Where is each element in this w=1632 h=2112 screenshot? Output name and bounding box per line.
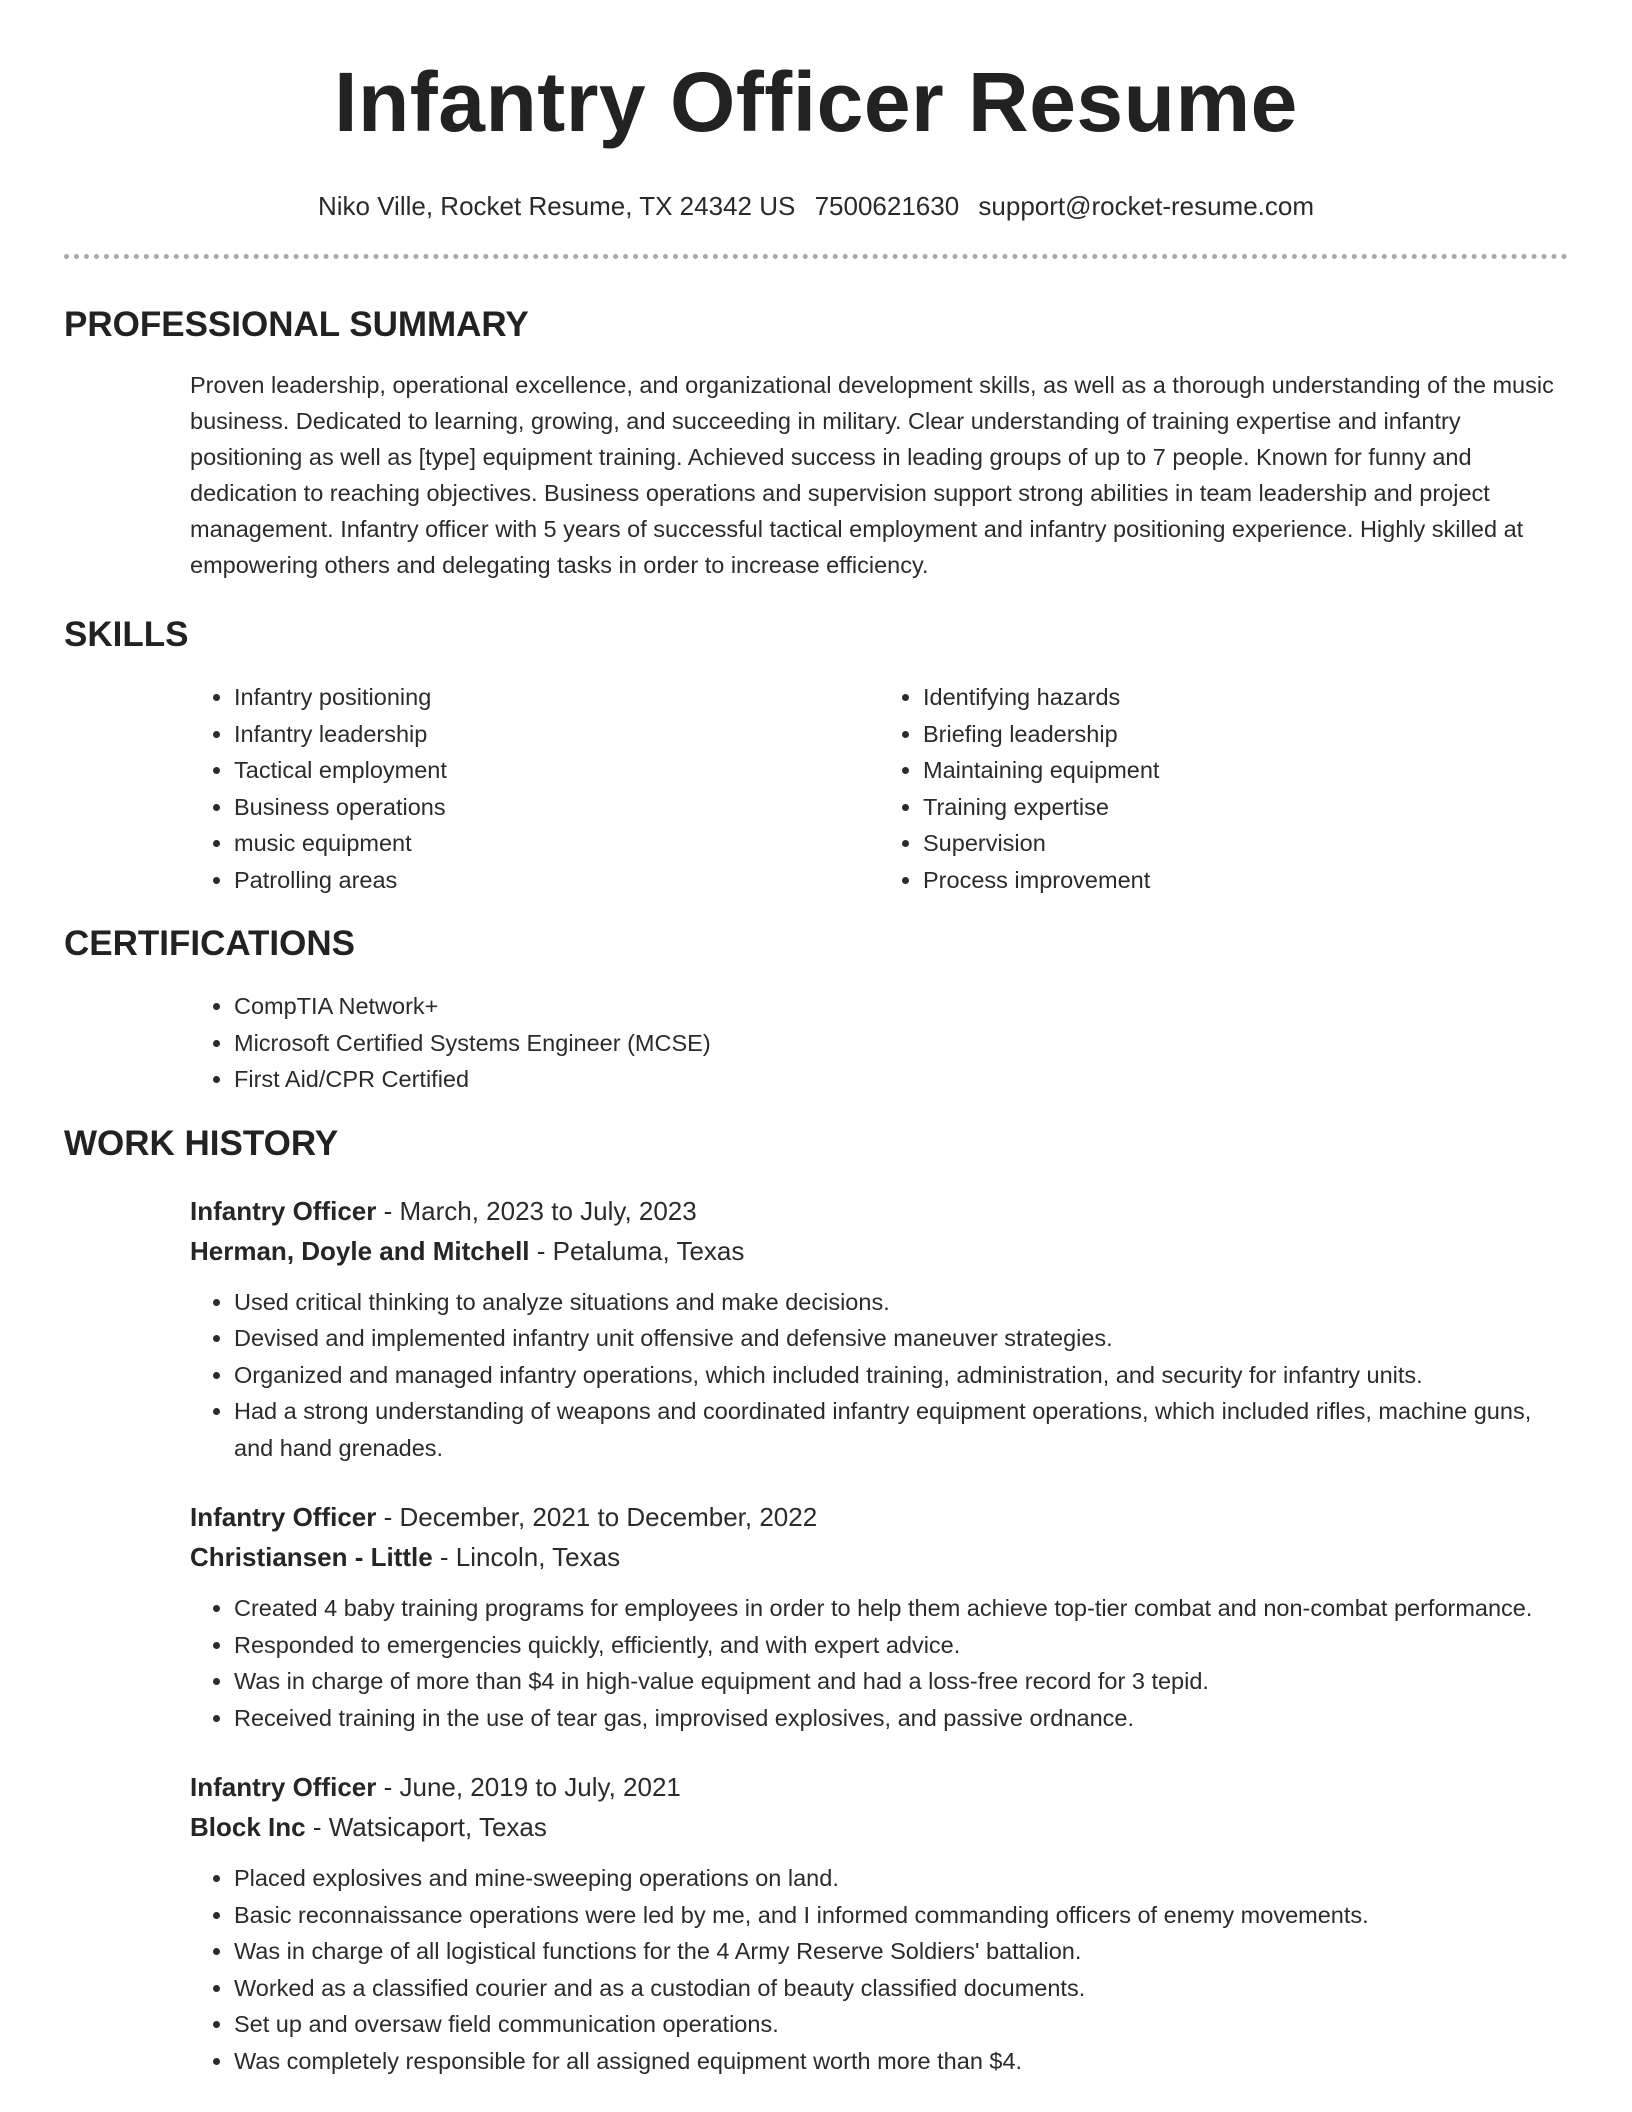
job-bullets [190, 1590, 1568, 1736]
skill-item: • Identifying hazards [923, 679, 1568, 716]
job-company-line [190, 1538, 1568, 1576]
job-bullet: • Had a strong understanding of weapons and coordinated infantry equipment operations, which included rifles, machine guns, and hand grenades. [234, 1393, 1548, 1466]
job-title-line [190, 1768, 1568, 1806]
job-bullet: • Created 4 baby training programs for employees in order to help them achieve top-tier combat and non-combat performance. [234, 1590, 1548, 1627]
skill-item: • Briefing leadership [923, 716, 1568, 753]
certification-item: • CompTIA Network+ [234, 988, 1568, 1025]
certifications-block [190, 988, 1568, 1098]
job-bullet: • Basic reconnaissance operations were led by me, and I informed commanding officers of enemy movements. [234, 1897, 1548, 1934]
job-location: - Petaluma, Texas [529, 1235, 745, 1266]
job-company-line [190, 1232, 1568, 1270]
job-bullet: • Was completely responsible for all assigned equipment worth more than $4. [234, 2043, 1548, 2080]
skill-item: • Infantry leadership [234, 716, 879, 753]
skills-columns [190, 679, 1568, 898]
skills-list-left [190, 679, 879, 898]
summary-text: Proven leadership, operational excellence, and organizational development skills, as well as a thorough understanding of the music business. Dedicated to learning, growing, and succeeding in military. Clear understanding of training expertise and infantry positioning as well as [type] equipment training. Achieved success in leading groups of up to 7 people. Known for funny and dedication to reaching objectives. Business operations and supervision support strong abilities in team leadership and project management. Infantry officer with 5 years of successful tactical employment and infantry positioning experience. Highly skilled at empowering others and delegating tasks in order to increase efficiency. [190, 372, 1554, 578]
job-title-line [190, 1498, 1568, 1536]
skill-item: • Business operations [234, 789, 879, 826]
job-bullet: • Responded to emergencies quickly, efficiently, and with expert advice. [234, 1627, 1548, 1664]
job-title: Infantry Officer [190, 1772, 377, 1802]
contact-line [64, 190, 1568, 222]
job-bullet: • Was in charge of all logistical functions for the 4 Army Reserve Soldiers' battalion. [234, 1933, 1548, 1970]
skill-item: • Training expertise [923, 789, 1568, 826]
job-dates: - December, 2021 to December, 2022 [376, 1502, 818, 1532]
work-history-heading: WORK HISTORY [64, 1123, 339, 1163]
skill-item: • Patrolling areas [234, 862, 879, 899]
job-entry [190, 1498, 1568, 1736]
job-company: Block Inc [190, 1812, 306, 1842]
job-bullet: • Received training in the use of tear gas, improvised explosives, and passive ordnance. [234, 1700, 1548, 1737]
certifications-heading: CERTIFICATIONS [64, 924, 356, 963]
skill-item: • Process improvement [923, 862, 1568, 899]
job-location: - Lincoln, Texas [432, 1542, 621, 1572]
certification-item: • First Aid/CPR Certified [234, 1061, 1568, 1098]
job-title-line [190, 1192, 1568, 1230]
header-divider [64, 254, 1568, 259]
job-bullet-list [190, 1860, 1568, 2079]
skill-item: • Tactical employment [234, 752, 879, 789]
job-entry [190, 1192, 1568, 1467]
skill-item: • music equipment [234, 825, 879, 862]
job-bullet: • Used critical thinking to analyze situations and make decisions. [234, 1284, 1548, 1321]
certifications-list [190, 988, 1568, 1098]
skill-item: • Infantry positioning [234, 679, 879, 716]
job-bullet: • Worked as a classified courier and as a custodian of beauty classified documents. [234, 1970, 1548, 2007]
resume-title: Infantry Officer Resume [334, 55, 1298, 149]
job-bullet-list [190, 1590, 1568, 1736]
contact-address: Niko Ville, Rocket Resume, TX 24342 US [317, 191, 796, 221]
job-company: Christiansen - Little [190, 1542, 433, 1572]
job-entry [190, 1768, 1568, 2079]
job-location: - Watsicaport, Texas [305, 1812, 547, 1842]
summary-heading: PROFESSIONAL SUMMARY [64, 305, 529, 344]
job-bullet-list [190, 1284, 1568, 1467]
skills-heading: SKILLS [64, 615, 189, 654]
job-title: Infantry Officer [190, 1195, 377, 1226]
contact-phone: 7500621630 [814, 191, 960, 221]
job-title: Infantry Officer [190, 1502, 377, 1532]
job-bullet: • Was in charge of more than $4 in high-value equipment and had a loss-free record for 3 tepid. [234, 1663, 1548, 1700]
job-dates: - June, 2019 to July, 2021 [376, 1772, 681, 1802]
job-bullet: • Devised and implemented infantry unit offensive and defensive maneuver strategies. [234, 1320, 1548, 1357]
contact-email: support@rocket-resume.com [978, 191, 1315, 221]
job-dates: - March, 2023 to July, 2023 [376, 1195, 697, 1226]
job-company-line [190, 1808, 1568, 1846]
job-bullet: • Organized and managed infantry operations, which included training, administration, and security for infantry units. [234, 1357, 1548, 1394]
job-bullet: • Placed explosives and mine-sweeping operations on land. [234, 1860, 1548, 1897]
skill-item: • Supervision [923, 825, 1568, 862]
job-bullet: • Set up and oversaw field communication operations. [234, 2006, 1548, 2043]
job-bullets [190, 1284, 1568, 1467]
certification-item: • Microsoft Certified Systems Engineer (MCSE) [234, 1025, 1568, 1062]
job-company: Herman, Doyle and Mitchell [190, 1235, 530, 1266]
skill-item: • Maintaining equipment [923, 752, 1568, 789]
skills-list-right [879, 679, 1568, 898]
job-bullets [190, 1860, 1568, 2079]
